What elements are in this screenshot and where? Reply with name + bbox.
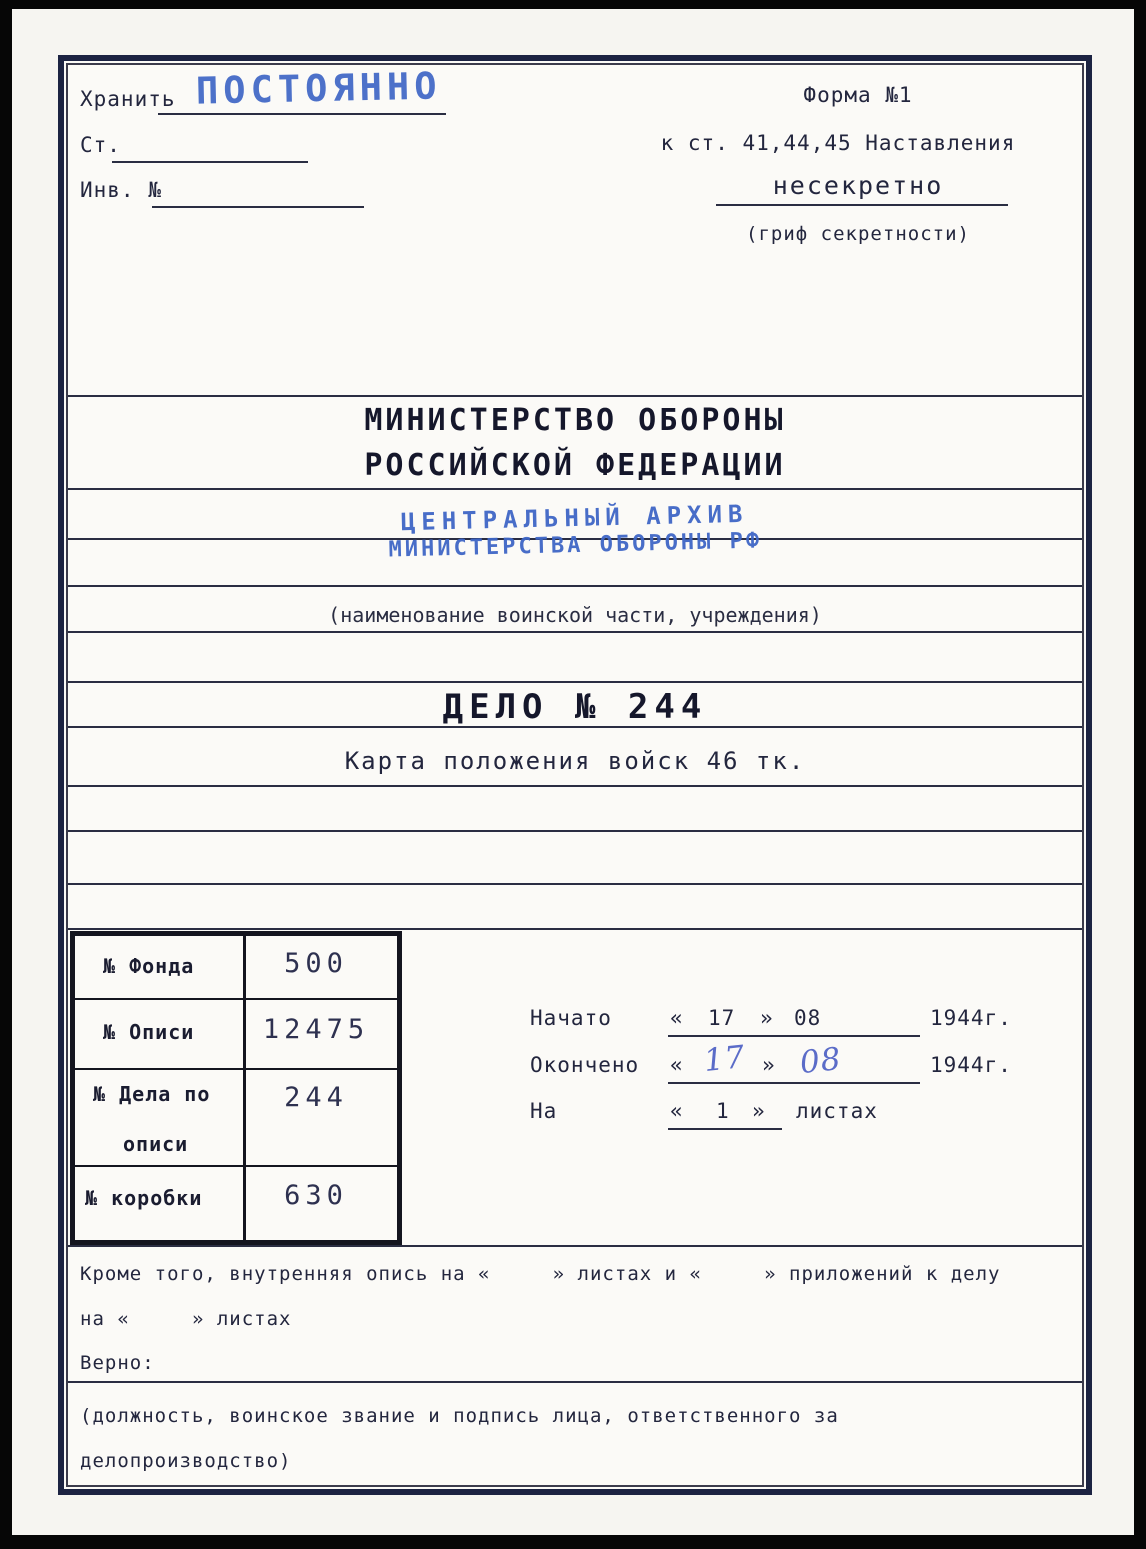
started-month: 08 [794,1006,822,1030]
secrecy-underline [716,204,1008,206]
signature-caption-line2: делопроизводство) [80,1450,292,1472]
divider-line [68,395,1082,397]
archive-stamp-line2: МИНИСТЕРСТВА ОБОРОНЫ РФ [388,528,763,563]
inventory-blank-line [152,206,364,208]
divider-line [68,830,1082,832]
secrecy-level: несекретно [772,171,944,200]
box-value: 630 [284,1180,348,1211]
case-subject: Карта положения войск 46 тк. [344,747,806,775]
scanned-page [12,9,1134,1535]
started-year: 1944г. [930,1006,1012,1030]
divider-line [68,488,1082,490]
started-day: 17 [708,1006,736,1030]
sheets-count: 1 [716,1099,730,1123]
table-row-divider [75,998,397,1000]
finished-month-handwritten: 08 [798,1040,844,1082]
finished-label: Окончено [530,1053,640,1077]
form-content [68,65,1082,1485]
table-row-divider [75,1165,397,1167]
regulation-reference: к ст. 41,44,45 Наставления [660,131,1016,155]
finished-year: 1944г. [930,1053,1012,1077]
secrecy-caption: (гриф секретности) [746,223,970,245]
unit-name-caption: (наименование воинской части, учреждения) [328,603,822,627]
st-blank-line [112,161,308,163]
opis-label: № Описи [103,1020,195,1044]
case-per-opis-label: № Дела по [93,1082,211,1106]
fond-label: № Фонда [103,954,195,978]
st-label: Ст. [80,133,121,157]
started-quote-open: « [670,1006,684,1030]
sheets-suffix: листах [796,1099,878,1123]
internal-inventory-note-line1: Кроме того, внутренняя опись на « » листах и « » приложений к делу [80,1263,1001,1285]
started-underline [668,1035,920,1037]
ministry-title-line1: МИНИСТЕРСТВО ОБОРОНЫ [364,403,786,438]
keep-label: Хранить [80,87,176,111]
started-label: Начато [530,1006,612,1030]
sheets-label: На [530,1099,558,1123]
case-number-title: ДЕЛО № 244 [442,687,708,727]
signature-caption-line1: (должность, воинское звание и подпись лица, ответственного за [80,1405,839,1427]
verified-label: Верно: [80,1352,155,1374]
divider-line [68,883,1082,885]
divider-line [68,585,1082,587]
box-label: № коробки [85,1186,203,1210]
form-number: Форма №1 [803,83,913,107]
finished-quote-close: » [762,1053,776,1077]
divider-line [68,631,1082,633]
divider-line [68,928,1082,930]
archive-stamp-line1: ЦЕНТРАЛЬНЫЙ АРХИВ [400,499,749,537]
internal-inventory-note-line2: на « » листах [80,1308,292,1330]
registry-table [70,931,402,1245]
started-quote-close: » [760,1006,774,1030]
divider-line [68,1245,1082,1247]
central-archive-stamp [68,493,1083,571]
divider-line [68,681,1082,683]
fond-value: 500 [284,948,348,979]
form-inner-border [66,63,1084,1487]
keep-blank-line [158,113,446,115]
ministry-title-line2: РОССИЙСКОЙ ФЕДЕРАЦИИ [364,448,786,483]
opis-value: 12475 [262,1014,370,1045]
finished-day-handwritten: 17 [702,1038,748,1080]
case-per-opis-value: 244 [284,1082,348,1113]
form-outer-border [58,55,1092,1495]
inventory-label: Инв. № [80,178,162,202]
case-per-opis-label2: описи [123,1132,189,1156]
sheets-quote-open: « [670,1099,684,1123]
divider-line [68,785,1082,787]
finished-underline [668,1082,920,1084]
finished-quote-open: « [670,1053,684,1077]
sheets-underline [668,1128,782,1130]
table-row-divider [75,1068,397,1070]
sheets-quote-close: » [752,1099,766,1123]
keep-duration-stamp: ПОСТОЯННО [195,64,442,113]
divider-line [68,1381,1082,1383]
